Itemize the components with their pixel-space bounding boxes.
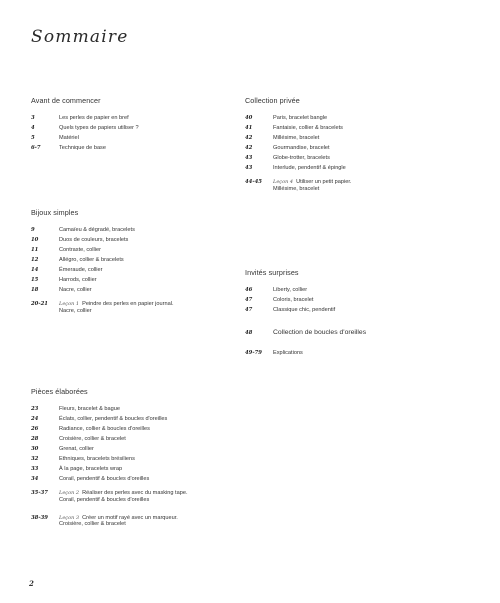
page-ref: 18 [31, 287, 39, 294]
page-ref: 26 [31, 426, 39, 433]
entry-title: Utiliser un petit papier. [296, 179, 352, 186]
section-heading: Invités surprises [245, 268, 299, 277]
toc-entry-collection-boucles[interactable] [245, 330, 465, 337]
toc-entry[interactable] [31, 456, 241, 463]
toc-entry[interactable] [31, 476, 241, 483]
toc-entry-explications[interactable] [245, 350, 465, 357]
entry-title: Nacre, collier [59, 287, 92, 294]
toc-entry[interactable] [31, 426, 241, 433]
page-ref: 43 [245, 165, 253, 172]
toc-entry[interactable] [31, 257, 231, 264]
page-ref: 46 [245, 287, 253, 293]
entry-title: Contraste, collier [59, 247, 101, 254]
entry-title: Corail, pendentif & boucles d'oreilles [59, 476, 150, 483]
entry-title: Paris, bracelet bangle [273, 115, 328, 121]
toc-entry[interactable] [31, 267, 231, 274]
page-ref: 24 [31, 416, 39, 423]
entry-title: Gourmandise, bracelet [273, 145, 330, 152]
entry-title: Matériel [59, 135, 79, 142]
toc-entry[interactable] [31, 227, 231, 234]
toc-entry[interactable] [245, 155, 465, 162]
section-heading: Avant de commencer [31, 96, 101, 105]
toc-entry[interactable] [245, 307, 465, 314]
entry-title: Allégro, collier & bracelets [59, 257, 124, 264]
toc-entry-lecon[interactable] [31, 490, 241, 503]
entry-title: Créer un motif rayé avec un marqueur. [82, 514, 178, 521]
entry-title: Fantaisie, collier & bracelets [273, 125, 343, 132]
entry-title: Interlude, pendentif & épingle [273, 165, 346, 172]
page-ref: 33 [31, 466, 39, 473]
section-heading: Pièces élaborées [31, 387, 88, 396]
page-ref: 42 [245, 145, 253, 152]
entry-title: À la page, bracelets wrap [59, 466, 123, 473]
toc-entry[interactable] [31, 247, 231, 254]
page-ref: 42 [245, 135, 253, 142]
toc-entry[interactable] [31, 135, 231, 142]
page-ref: 32 [31, 456, 39, 463]
toc-entry[interactable] [31, 436, 241, 443]
page-ref: 12 [31, 257, 39, 264]
toc-entry[interactable] [31, 125, 231, 132]
entry-title: Technique de base [59, 145, 106, 152]
toc-entry[interactable] [31, 446, 241, 453]
entry-title: Explications [273, 350, 303, 357]
toc-entry[interactable] [245, 125, 465, 132]
page-ref: 35-37 [31, 490, 48, 497]
page-ref: 47 [245, 297, 253, 304]
page-ref: 44-45 [245, 179, 262, 186]
toc-entry[interactable] [31, 115, 231, 122]
toc-entry[interactable] [245, 287, 465, 294]
page-ref: 11 [31, 247, 39, 254]
toc-entry[interactable] [31, 287, 231, 294]
entry-title: Fleurs, bracelet & bague [59, 406, 120, 412]
page-ref: 49-79 [245, 350, 262, 357]
page-ref: 40 [245, 115, 253, 121]
page-ref: 20-21 [31, 301, 48, 308]
page-ref: 15 [31, 277, 39, 284]
entry-title: Éclats, collier, pendentif & boucles d'oreilles [59, 416, 168, 423]
page-title: Sommaire [31, 27, 129, 47]
page-ref: 41 [245, 125, 253, 132]
entry-title: Duos de couleurs, bracelets [59, 237, 129, 244]
section-heading: Collection privée [245, 96, 300, 105]
lecon-label: Leçon 2 [59, 490, 80, 497]
toc-entry[interactable] [31, 466, 241, 473]
toc-entry[interactable] [31, 406, 241, 413]
page-ref: 14 [31, 267, 39, 274]
entry-title: Les perles de papier en bref [59, 115, 129, 121]
page-ref: 28 [31, 436, 39, 443]
entry-title: Croisière, collier & bracelet [59, 436, 126, 443]
entry-title: Harrods, collier [59, 277, 97, 284]
entry-title: Grenat, collier [59, 446, 94, 453]
lecon-label: Leçon 1 [59, 301, 80, 308]
section-pieces-elaborees [31, 387, 241, 532]
entry-title: Peindre des perles en papier journal. [82, 301, 174, 308]
entry-title: Ethniques, bracelets brésiliens [59, 456, 135, 463]
entry-title: Radiance, collier & boucles d'oreilles [59, 426, 150, 433]
section-collection-privee [245, 96, 465, 196]
toc-entry[interactable] [245, 145, 465, 152]
toc-entry[interactable] [245, 297, 465, 304]
page-ref: 9 [31, 227, 35, 233]
toc-entry-lecon[interactable] [31, 515, 241, 528]
entry-title: Camaïeu & dégradé, bracelets [59, 227, 135, 233]
entry-subtitle: Nacre, collier [59, 307, 92, 314]
page-ref: 5 [31, 135, 35, 142]
toc-entry[interactable] [245, 115, 465, 122]
entry-title: Globe-trotter, bracelets [273, 155, 330, 162]
page-ref: 6-7 [31, 145, 41, 152]
page-ref: 43 [245, 155, 253, 162]
entry-title: Réaliser des perles avec du masking tape. [82, 490, 188, 497]
entry-subtitle: Millésime, bracelet [273, 185, 320, 192]
entry-title: Quels types de papiers utiliser ? [59, 125, 139, 132]
toc-entry[interactable] [31, 416, 241, 423]
entry-title: Coloris, bracelet [273, 297, 314, 304]
page-ref: 23 [31, 406, 39, 412]
entry-title: Collection de boucles d'oreilles [273, 329, 367, 337]
entry-title: Liberty, collier [273, 287, 308, 293]
page-ref: 34 [31, 476, 39, 483]
entry-subtitle: Corail, pendentif & boucles d'oreilles [59, 496, 150, 503]
section-invites-surprises [245, 268, 465, 360]
entry-title: Émeraude, collier [59, 267, 103, 274]
toc-entry[interactable] [31, 237, 231, 244]
page-ref: 3 [31, 115, 35, 121]
section-avant-de-commencer [31, 96, 231, 155]
page-ref: 47 [245, 307, 253, 314]
toc-entry[interactable] [245, 165, 465, 172]
entry-subtitle: Croisière, collier & bracelet [59, 521, 126, 528]
page-ref: 4 [31, 125, 35, 132]
page-number: 2 [29, 579, 34, 588]
toc-entry[interactable] [245, 135, 465, 142]
page-ref: 10 [31, 237, 39, 244]
page-ref: 38-39 [31, 514, 48, 521]
toc-entry-lecon[interactable] [245, 179, 465, 192]
section-bijoux-simples [31, 208, 231, 318]
lecon-label: Leçon 3 [59, 514, 80, 521]
lecon-label: Leçon 4 [273, 179, 294, 186]
toc-entry[interactable] [31, 277, 231, 284]
page-ref: 30 [31, 446, 39, 453]
toc-entry-lecon[interactable] [31, 301, 231, 314]
page-ref: 48 [245, 330, 253, 337]
section-heading: Bijoux simples [31, 208, 79, 217]
entry-title: Classique chic, pendentif [273, 307, 336, 314]
toc-entry[interactable] [31, 145, 231, 152]
entry-title: Millésime, bracelet [273, 135, 320, 142]
